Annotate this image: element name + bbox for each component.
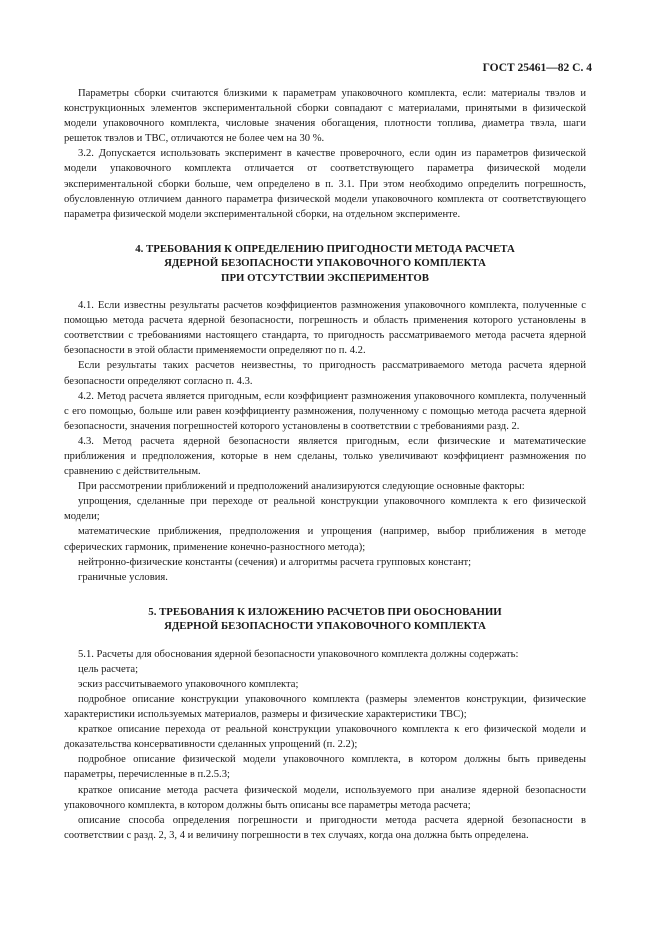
list-item: подробное описание конструкции упаковочного комплекта (размеры элементов конструкции, физические характеристики используемых материалов, размеры и физические характеристики ТВС); xyxy=(64,693,586,721)
list-item: граничные условия. xyxy=(78,571,168,583)
list-item: математические приближения, предположения и упрощения (например, выбор приближения в методе сферических гармоник, применение конечно-разностного метода); xyxy=(64,526,586,553)
page-header: ГОСТ 25461—82 С. 4 xyxy=(482,62,592,74)
list-item: подробное описание физической модели упаковочного комплекта, в котором должны быть приведены параметры, перечисленные в п.2.5.3; xyxy=(64,754,586,781)
list-item: краткое описание метода расчета физической модели, используемого при анализе ядерной безопасности упаковочного комплекта, в котором должны быть описаны все параметры метода расчета; xyxy=(64,784,586,811)
section-5-heading-line-1: 5. ТРЕБОВАНИЯ К ИЗЛОЖЕНИЮ РАСЧЕТОВ ПРИ ОБОСНОВАНИИ xyxy=(148,605,502,618)
paragraph-4-3: 4.3. Метод расчета ядерной безопасности является пригодным, если физические и математические приближения и предположения, которые в нем сделаны, только увеличивают коэффициент размножения по сравнению с действительным. xyxy=(64,435,586,478)
list-item: нейтронно-физические константы (сечения) и алгоритмы расчета групповых констант; xyxy=(78,556,472,568)
paragraph-3-2: 3.2. Допускается использовать эксперимент в качестве проверочного, если один из параметров физической модели упаковочного комплекта отличается от соответствующего параметра физической модели экспериментальной сборки больше, чем определено в п. 3.1. При этом необходимо определить погрешность, обусловленную отличием данного параметра физической модели упаковочного комплекта от соответствующего параметра физической модели экспериментальной сборки, на отдельном эксперименте. xyxy=(64,148,586,220)
section-4-heading-line-1: 4. ТРЕБОВАНИЯ К ОПРЕДЕЛЕНИЮ ПРИГОДНОСТИ МЕТОДА РАСЧЕТА xyxy=(135,242,515,255)
list-item: описание способа определения погрешности и пригодности метода расчета ядерной безопасности в соответствии с разд. 2, 3, 4 и величину погрешности в тех случаях, когда она должна быть определена. xyxy=(64,814,586,841)
list-item: упрощения, сделанные при переходе от реальной конструкции упаковочного комплекта к его физической модели; xyxy=(64,496,586,523)
list-item: цель расчета; xyxy=(78,663,139,675)
list-item: краткое описание перехода от реальной конструкции упаковочного комплекта к его физической модели и доказательства консервативности сделанных упрощений (п. 2.2); xyxy=(64,724,586,751)
paragraph-5-1: 5.1. Расчеты для обоснования ядерной безопасности упаковочного комплекта должны содержать: xyxy=(78,648,519,660)
paragraph-4-3-b: При рассмотрении приближений и предположений анализируются следующие основные факторы: xyxy=(78,481,525,493)
paragraph-4-2: 4.2. Метод расчета является пригодным, если коэффициент размножения упаковочного комплекта, полученный с его помощью, больше или равен коэффициенту размножения, полученному с помощью метода расчета ядерной безопасности, значения погрешностей которого установлены в соответствии с требованиями разд. 2. xyxy=(64,390,586,432)
list-item: эскиз рассчитываемого упаковочного комплекта; xyxy=(78,678,299,690)
paragraph-4-1: 4.1. Если известны результаты расчетов коэффициентов размножения упаковочного комплекта, полученные с помощью метода расчета ядерной безопасности, погрешность и область применения которого установлены в соответствии с требованиями настоящего стандарта, то пригодность рассматриваемого метода расчета ядерной безопасности в этой области применяемости определяют по п. 4.2. xyxy=(64,300,586,357)
section-5-heading-line-2: ЯДЕРНОЙ БЕЗОПАСНОСТИ УПАКОВОЧНОГО КОМПЛЕКТА xyxy=(164,620,486,633)
section-4-heading-line-3: ПРИ ОТСУТСТВИИ ЭКСПЕРИМЕНТОВ xyxy=(221,271,429,284)
section-5-heading xyxy=(64,605,586,634)
section-4-heading-line-2: ЯДЕРНОЙ БЕЗОПАСНОСТИ УПАКОВОЧНОГО КОМПЛЕКТА xyxy=(164,257,486,270)
paragraph-3-1-continuation: Параметры сборки считаются близкими к параметрам упаковочного комплекта, если: материалы твэлов и конструкционных элементов экспериментальной сборки совпадают с материалами, принятыми в физической модели упаковочного комплекта, числовые значения обогащения, плотности топлива, диаметра твэла, шаги решеток твэлов и ТВС, отличаются не более чем на 30 %. xyxy=(64,88,586,145)
section-4-heading xyxy=(64,242,586,285)
document-page xyxy=(64,62,592,843)
paragraph-4-1-b: Если результаты таких расчетов неизвестны, то пригодность рассматриваемого метода расчета ядерной безопасности определяют согласно п. 4.3. xyxy=(64,360,586,387)
